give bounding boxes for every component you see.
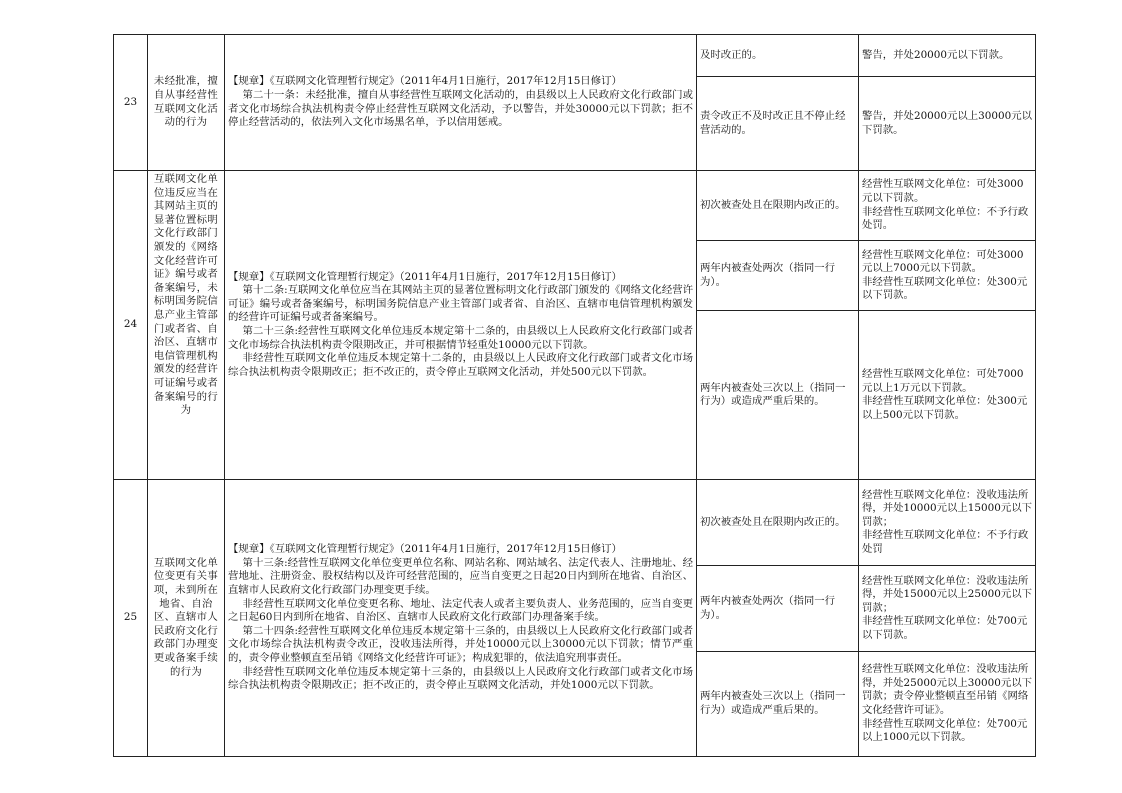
row-number: 23 (114, 35, 148, 171)
case-situation: 初次被查处且在限期内改正的。 (697, 171, 859, 241)
penalty-line: 非经营性互联网文化单位：处300元以上500元以下罚款。 (862, 395, 1028, 421)
case-situation: 责令改正不及时改正且不停止经营活动的。 (697, 77, 859, 171)
basis-paragraph: 第二十一条：未经批准，擅自从事经营性互联网文化活动的，由县级以上人民政府文化行政部门或者文化市场综合执法机构责令停止经营性互联网文化活动，予以警告，并处30000元以下罚款；拒不停止经营活动的，依法列入文化市场黑名单，予以信用惩戒。 (228, 88, 693, 129)
violation-text: 互联网文化单位违反应当在其网站主页的显著位置标明文化行政部门颁发的《网络文化经营许可证》编号或者备案编号，未标明国务院信息产业主管部门或者省、自治区、直辖市电信管理机构颁发的经营许可证编号或者备案编号的行为 (153, 173, 219, 417)
penalty-standard (859, 652, 1036, 757)
basis-paragraph: 第十三条:经营性互联网文化单位变更单位名称、网站名称、网站域名、法定代表人、注册地址、经营地址、注册资金、股权结构以及许可经营范围的，应当自变更之日起20日内到所在地省、自治区、直辖市人民政府文化行政部门办理变更手续。 (228, 556, 693, 597)
penalty-line: 经营性互联网文化单位：没收违法所得，并处25000元以上30000元以下罚款；责令停业整顿直至吊销《网络文化经营许可证》。 (862, 663, 1033, 716)
penalty-standard (859, 566, 1036, 652)
penalty-standard (859, 241, 1036, 311)
basis-paragraph: 【规章】《互联网文化管理暂行规定》（2011年4月1日施行，2017年12月15日修订） (228, 543, 622, 556)
penalty-standards-table (113, 34, 1036, 757)
legal-basis (225, 480, 697, 757)
penalty-line: 经营性互联网文化单位：可处3000元以上7000元以下罚款。 (862, 248, 1024, 275)
row-number: 25 (114, 480, 148, 757)
penalty-line: 非经营性互联网文化单位：不予行政处罚 (862, 529, 1029, 555)
violation-description: 互联网文化单位变更有关事项，未到所在地省、自治区、直辖市人民政府文化行政部门办理变更或备案手续的行为 (148, 480, 225, 757)
penalty-line: 经营性互联网文化单位：没收违法所得，并处10000元以上15000元以下罚款； (862, 488, 1033, 528)
penalty-line: 非经营性互联网文化单位：处700元以下罚款。 (862, 615, 1028, 641)
penalty-line: 经营性互联网文化单位：可处7000元以上1万元以下罚款。 (862, 368, 1024, 394)
case-situation: 两年内被查处三次以上（指同一行为）或造成严重后果的。 (697, 311, 859, 480)
penalty-line: 警告，并处20000元以下罚款。 (862, 48, 1010, 61)
penalty-line: 经营性互联网文化单位：可处3000元以下罚款。 (862, 178, 1024, 205)
table-row (114, 480, 1036, 566)
basis-paragraph: 非经营性互联网文化单位违反本规定第十二条的，由县级以上人民政府文化行政部门或者文化市场综合执法机构责令限期改正；拒不改正的，责令停止互联网文化活动，并处500元以下罚款。 (228, 352, 693, 378)
basis-paragraph: 第二十四条:经营性互联网文化单位违反本规定第十三条的，由县级以上人民政府文化行政部门或者文化市场综合执法机构责令改正，没收违法所得，并处10000元以上30000元以下罚款；情节严重的，责令停业整顿直至吊销《网络文化经营许可证》；构成犯罪的，依法追究刑事责任。 (228, 624, 693, 664)
case-situation: 及时改正的。 (697, 35, 859, 77)
penalty-line: 非经营性互联网文化单位：处700元以上1000元以下罚款。 (862, 717, 1028, 744)
violation-description (148, 171, 225, 480)
basis-paragraph: 【规章】《互联网文化管理暂行规定》（2011年4月1日施行，2017年12月15日修订） (228, 270, 622, 283)
case-situation: 两年内被查处三次以上（指同一行为）或造成严重后果的。 (697, 652, 859, 757)
penalty-standard (859, 35, 1036, 77)
case-situation: 初次被查处且在限期内改正的。 (697, 480, 859, 566)
row-number: 24 (114, 171, 148, 480)
penalty-standard (859, 77, 1036, 171)
penalty-line: 非经营性互联网文化单位：处300元以下罚款。 (862, 275, 1028, 302)
basis-paragraph: 非经营性互联网文化单位违反本规定第十三条的，由县级以上人民政府文化行政部门或者文化市场综合执法机构责令限期改正；拒不改正的，责令停止互联网文化活动，并处1000元以下罚款。 (228, 665, 693, 692)
case-situation: 两年内被查处两次（指同一行为）。 (697, 241, 859, 311)
penalty-line: 警告，并处20000元以上30000元以下罚款。 (862, 109, 1033, 136)
basis-paragraph: 第二十三条:经营性互联网文化单位违反本规定第十二条的，由县级以上人民政府文化行政部门或者文化市场综合执法机构责令限期改正，并可根据情节轻重处10000元以下罚款。 (228, 325, 693, 351)
basis-paragraph: 非经营性互联网文化单位变更名称、地址、法定代表人或者主要负责人、业务范围的，应当自变更之日起60日内到所在地省、自治区、直辖市人民政府文化行政部门办理备案手续。 (228, 597, 693, 624)
penalty-standard (859, 311, 1036, 480)
table-row (114, 171, 1036, 241)
case-situation: 两年内被查处两次（指同一行为）。 (697, 566, 859, 652)
basis-paragraph: 【规章】《互联网文化管理暂行规定》（2011年4月1日施行，2017年12月15日修订） (228, 75, 622, 88)
legal-basis (225, 35, 697, 171)
penalty-line: 经营性互联网文化单位：没收违法所得，并处15000元以上25000元以下罚款； (862, 574, 1033, 614)
table-row (114, 35, 1036, 77)
penalty-line: 非经营性互联网文化单位：不予行政处罚。 (862, 205, 1029, 232)
basis-paragraph: 第十二条:互联网文化单位应当在其网站主页的显著位置标明文化行政部门颁发的《网络文化经营许可证》编号或者备案编号，标明国务院信息产业主管部门或者省、自治区、直辖市电信管理机构颁发的经营许可证编号或者备案编号。 (228, 284, 693, 324)
legal-basis (225, 171, 697, 480)
penalty-standard (859, 480, 1036, 566)
violation-description: 未经批准，擅自从事经营性互联网文化活动的行为 (148, 35, 225, 171)
penalty-standard (859, 171, 1036, 241)
